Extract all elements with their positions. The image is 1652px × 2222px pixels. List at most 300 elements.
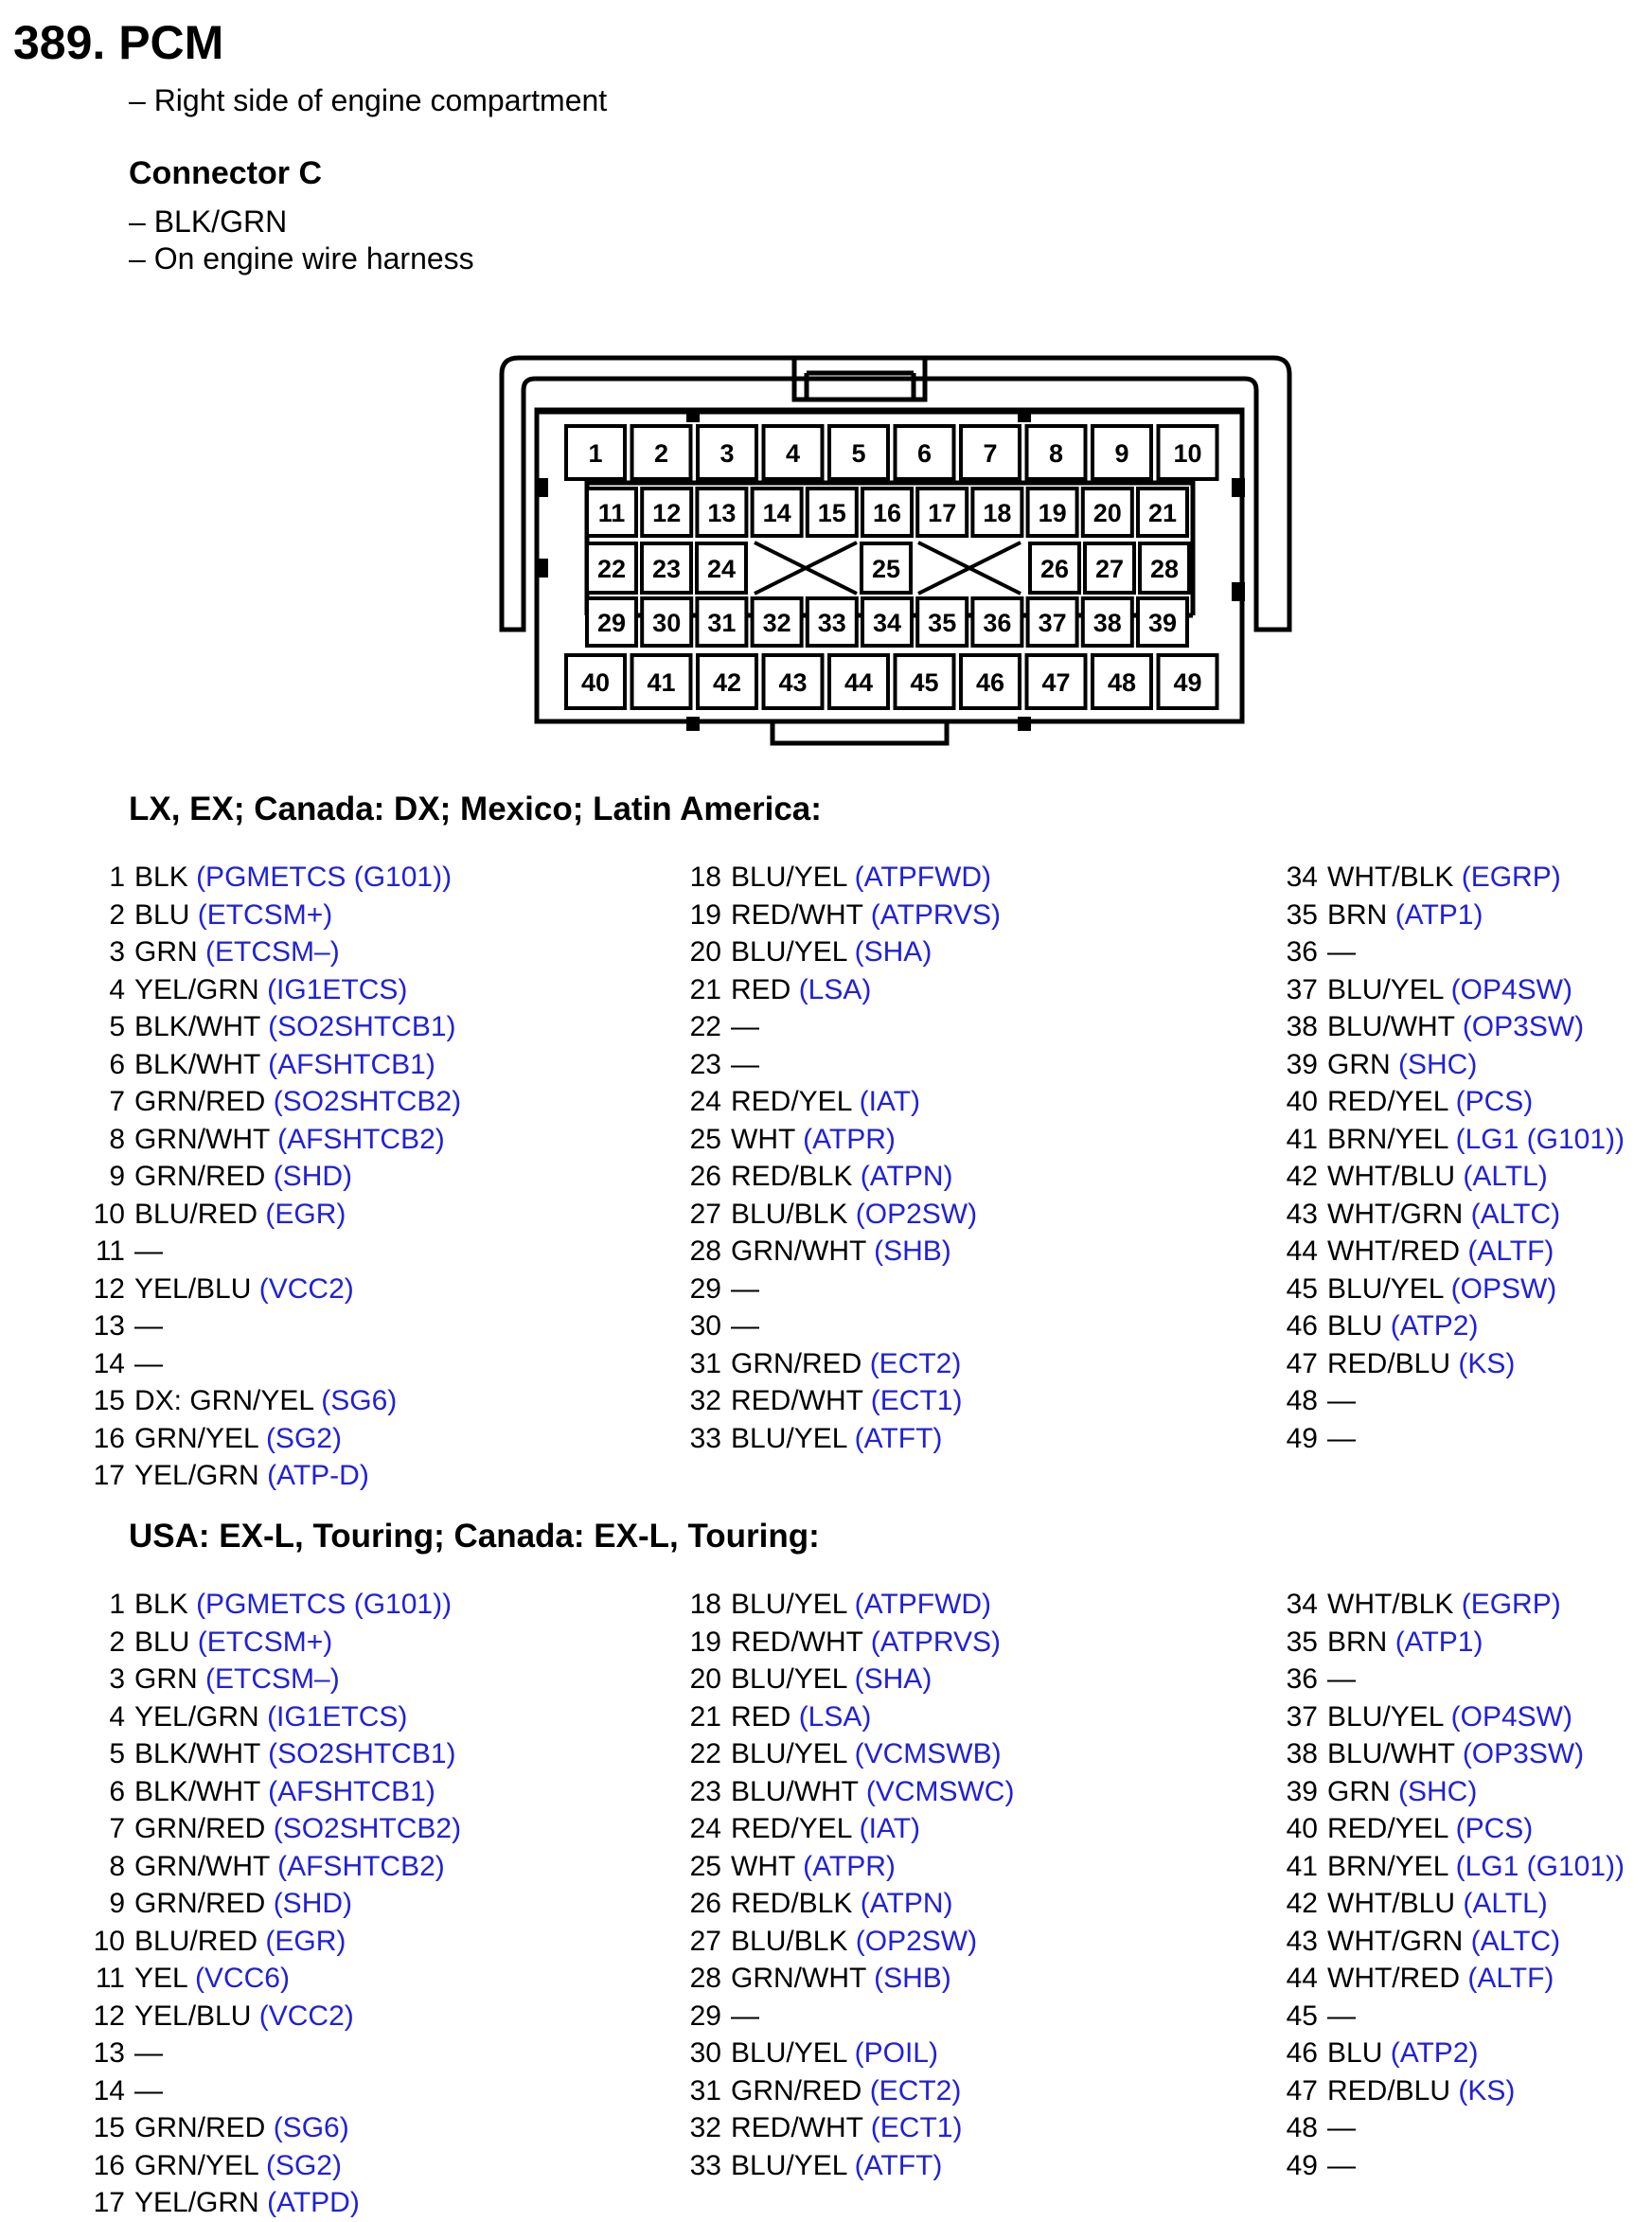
pin-number: 48 (1286, 1385, 1318, 1416)
pin-cavity-label: 32 (762, 609, 791, 637)
wire-color: GRN/RED (731, 1347, 862, 1379)
pin-cavity-label: 4 (785, 439, 801, 468)
wire-color: BLU (134, 898, 190, 931)
pin-number: 29 (689, 1272, 721, 1305)
pin-number: 21 (689, 973, 721, 1005)
pin-row (1269, 1121, 1625, 1159)
wire-color: RED/YEL (1327, 1813, 1448, 1844)
wire-color: RED/YEL (731, 1813, 852, 1844)
pin-cavity-label: 23 (651, 555, 682, 583)
pin-row (76, 1923, 461, 1961)
pin-row (76, 1196, 461, 1234)
pin-row (672, 1382, 1001, 1420)
pin-row (672, 1196, 1001, 1234)
pin-column-2 (672, 859, 1001, 1457)
wire-color: BLK/WHT (134, 1738, 260, 1769)
wire-color: — (134, 1347, 163, 1379)
pin-number: 5 (109, 1738, 125, 1769)
wire-color: BLU (1327, 2037, 1383, 2069)
wire-color: GRN/WHT (731, 1235, 866, 1267)
pin-number: 38 (1286, 1738, 1318, 1769)
pin-number: 19 (689, 1626, 721, 1658)
signal-name: (LSA) (798, 1700, 872, 1733)
pin-number: 12 (93, 1272, 125, 1305)
wire-color: — (134, 2074, 163, 2106)
pin-number: 6 (109, 1775, 125, 1807)
signal-name: (EGR) (265, 1925, 346, 1957)
wire-color: BLU/YEL (731, 1422, 847, 1454)
pin-number: 2 (109, 1626, 125, 1658)
wire-color: BLU (1327, 1310, 1383, 1342)
pin-cavity-label: 42 (712, 668, 742, 697)
pin-row (76, 1158, 461, 1196)
wire-color: RED/BLK (731, 1888, 853, 1919)
signal-name: (ATPN) (860, 1888, 953, 1919)
signal-name: (OP4SW) (1450, 1700, 1572, 1733)
pin-cavity-label: 24 (706, 555, 737, 583)
pin-cavity-label: 40 (580, 668, 611, 697)
pin-row (76, 1121, 461, 1159)
wire-color: YEL/BLU (134, 1272, 252, 1305)
pin-number: 8 (109, 1123, 125, 1155)
pin-number: 37 (1286, 973, 1318, 1005)
pin-row (1269, 2035, 1625, 2072)
pin-row (76, 1773, 461, 1811)
pin-number: 16 (93, 2149, 125, 2181)
pin-row (76, 1698, 461, 1736)
pin-row (1269, 1848, 1625, 1886)
signal-name: (ATPRVS) (870, 1626, 1002, 1658)
wire-color: — (731, 1310, 759, 1342)
connector-title: Connector C (129, 155, 322, 191)
pin-row (76, 1624, 461, 1662)
pin-row (76, 2072, 461, 2110)
signal-name: (ETCSM+) (197, 1626, 333, 1658)
wire-color: — (1327, 1663, 1356, 1695)
signal-name: (KS) (1458, 2074, 1516, 2106)
signal-name: (IG1ETCS) (267, 1700, 408, 1733)
pin-row (672, 1083, 1001, 1121)
wire-color: GRN/RED (731, 2074, 862, 2106)
pin-row (672, 897, 1001, 934)
wire-color: BRN/YEL (1327, 1850, 1448, 1882)
signal-name: (ECT1) (870, 1385, 963, 1416)
signal-name: (ETCSM–) (205, 936, 340, 968)
pin-number: 27 (689, 1925, 721, 1957)
signal-name: (ATFT) (854, 1422, 943, 1454)
pin-row (1269, 1196, 1625, 1234)
pin-number: 31 (689, 2074, 721, 2106)
pin-number: 33 (689, 1422, 721, 1454)
signal-name: (ALTL) (1463, 1888, 1548, 1919)
wire-color: BRN/YEL (1327, 1123, 1448, 1155)
connector-color: – BLK/GRN (129, 204, 288, 239)
wire-color: WHT/BLK (1327, 1589, 1454, 1620)
wire-color: YEL/BLU (134, 2000, 252, 2032)
pin-number: 24 (689, 1086, 721, 1117)
pin-number: 38 (1286, 1011, 1318, 1042)
pin-number: 40 (1286, 1086, 1318, 1117)
pin-row (76, 1998, 461, 2035)
pin-cavity-label: 14 (762, 499, 791, 527)
pin-cavity-label: 9 (1114, 439, 1129, 468)
pin-number: 7 (109, 1813, 125, 1844)
wire-color: BLU/YEL (731, 1738, 847, 1769)
pin-row (672, 1885, 1014, 1923)
wire-color: RED/BLU (1327, 1347, 1451, 1379)
pin-cavity-label: 33 (817, 609, 846, 637)
wire-color: BLK/WHT (134, 1048, 260, 1080)
pin-row (672, 1233, 1001, 1271)
pin-number: 49 (1286, 1422, 1318, 1454)
pin-number: 43 (1286, 1925, 1318, 1957)
pin-row (1269, 1923, 1625, 1961)
signal-name: (ATPR) (803, 1123, 896, 1155)
signal-name: (POIL) (854, 2037, 938, 2069)
pin-row (76, 1083, 461, 1121)
pin-row (1269, 1624, 1625, 1662)
pin-row (1269, 971, 1625, 1009)
signal-name: (IG1ETCS) (267, 973, 408, 1005)
pin-number: 47 (1286, 1347, 1318, 1379)
wire-color: GRN (134, 1663, 198, 1695)
pin-number: 32 (689, 2112, 721, 2143)
wire-color: WHT/BLU (1327, 1888, 1455, 1919)
pin-number: 28 (689, 1963, 721, 1994)
pin-row (1269, 1271, 1625, 1308)
pin-number: 31 (689, 1347, 721, 1379)
wire-color: WHT/BLK (1327, 862, 1454, 893)
pin-cavity-label: 12 (652, 499, 682, 527)
pin-row (672, 1661, 1014, 1698)
pin-row (76, 1382, 461, 1420)
pin-number: 28 (689, 1235, 721, 1267)
pin-cavity-label: 27 (1094, 555, 1125, 583)
pin-number: 18 (689, 1589, 721, 1620)
pin-row (76, 1586, 461, 1624)
wire-color: BLK/WHT (134, 1011, 260, 1042)
wire-color: YEL/GRN (134, 2187, 259, 2218)
pin-cavity-label: 34 (872, 609, 902, 637)
pin-column-2 (672, 1586, 1014, 2184)
pin-row (672, 1586, 1014, 1624)
signal-name: (AFSHTCB2) (277, 1123, 445, 1155)
wire-color: GRN/YEL (134, 1422, 258, 1454)
pin-cavity-label: 25 (871, 555, 901, 583)
signal-name: (AFSHTCB1) (268, 1048, 435, 1080)
pin-number: 4 (109, 973, 125, 1005)
wire-color: RED/BLK (731, 1161, 853, 1192)
pin-cavity-label: 20 (1092, 499, 1122, 527)
wire-color: GRN/RED (134, 1161, 266, 1192)
pin-cavity-label: 46 (975, 668, 1005, 697)
wire-color: GRN/WHT (134, 1850, 270, 1882)
pin-row (672, 1960, 1014, 1998)
wire-color: WHT/GRN (1327, 1198, 1464, 1230)
wire-color: BRN (1327, 1626, 1388, 1658)
pin-cavity-label: 8 (1048, 439, 1064, 468)
pin-row (1269, 1735, 1625, 1773)
section-heading: USA: EX-L, Touring; Canada: EX-L, Touring: (129, 1518, 820, 1555)
wire-color: — (134, 1235, 163, 1267)
pin-row (672, 2035, 1014, 2072)
wire-color: RED/WHT (731, 1385, 863, 1416)
pin-row (1269, 1586, 1625, 1624)
signal-name: (SO2SHTCB1) (268, 1738, 456, 1769)
connector-location: – On engine wire harness (129, 241, 474, 276)
pin-row (1269, 1083, 1625, 1121)
pin-row (76, 1233, 461, 1271)
signal-name: (VCC2) (258, 2000, 354, 2032)
pin-number: 34 (1286, 1589, 1318, 1620)
pin-row (76, 897, 461, 934)
pin-number: 6 (109, 1048, 125, 1080)
pin-cavity-label: 43 (778, 668, 808, 697)
wire-color: RED (731, 973, 791, 1005)
pin-row (672, 1698, 1014, 1736)
pin-cavity-label: 15 (817, 499, 846, 527)
pin-number: 18 (689, 862, 721, 893)
signal-name: (EGR) (265, 1198, 346, 1230)
signal-name: (VCC2) (258, 1272, 354, 1305)
pin-cavity-label: 41 (647, 668, 676, 697)
pin-cavity-label: 37 (1038, 609, 1067, 637)
section-heading: LX, EX; Canada: DX; Mexico; Latin America: (129, 791, 822, 827)
pin-row (672, 1624, 1014, 1662)
pin-row (672, 1998, 1014, 2035)
pin-row (672, 1810, 1014, 1848)
signal-name: (EGRP) (1461, 862, 1561, 893)
pin-number: 22 (689, 1738, 721, 1769)
signal-name: (ALTF) (1467, 1963, 1554, 1994)
pin-number: 7 (109, 1086, 125, 1117)
wire-color: — (1327, 2112, 1356, 2143)
pin-number: 36 (1286, 936, 1318, 968)
signal-name: (ATPD) (267, 2187, 360, 2218)
pin-number: 15 (93, 2112, 125, 2143)
pin-number: 21 (689, 1700, 721, 1733)
wire-color: DX: GRN/YEL (134, 1385, 313, 1416)
pin-number: 33 (689, 2149, 721, 2181)
wire-color: — (134, 2037, 163, 2069)
pin-row (1269, 1661, 1625, 1698)
wire-color: BLU/YEL (1327, 1700, 1444, 1733)
pin-row (1269, 897, 1625, 934)
pin-number: 9 (109, 1888, 125, 1919)
wire-color: RED/WHT (731, 898, 863, 931)
pin-number: 42 (1286, 1161, 1318, 1192)
wire-color: — (1327, 936, 1356, 968)
wire-color: WHT/RED (1327, 1235, 1460, 1267)
signal-name: (SHD) (273, 1888, 353, 1919)
pin-number: 45 (1286, 2000, 1318, 2032)
blocked-cavity-right (918, 542, 1021, 594)
pin-row (672, 2109, 1014, 2147)
pin-row (1269, 1233, 1625, 1271)
wire-color: — (1327, 2149, 1356, 2181)
wire-color: — (1327, 1385, 1356, 1416)
pin-cavity-label: 1 (588, 439, 603, 468)
pin-row (76, 1960, 461, 1998)
pin-row (76, 1810, 461, 1848)
wire-color: WHT (731, 1850, 795, 1882)
pin-number: 48 (1286, 2112, 1318, 2143)
pin-cavity-label: 11 (597, 499, 626, 527)
connector-diagram (483, 346, 1297, 753)
signal-name: (ATP1) (1394, 898, 1483, 931)
pin-cavity-label: 10 (1173, 439, 1202, 468)
signal-name: (ATPN) (860, 1161, 953, 1192)
pin-number: 43 (1286, 1198, 1318, 1230)
pin-row (672, 1158, 1001, 1196)
pin-row (76, 1307, 461, 1345)
wire-color: RED/BLU (1327, 2074, 1451, 2106)
signal-name: (ATPRVS) (870, 898, 1002, 931)
wire-color: BLU/YEL (1327, 973, 1444, 1005)
signal-name: (SHB) (874, 1235, 951, 1267)
pin-number: 10 (93, 1198, 125, 1230)
signal-name: (ATP2) (1390, 2037, 1479, 2069)
pin-row (1269, 1698, 1625, 1736)
wire-color: GRN/WHT (134, 1123, 270, 1155)
pin-number: 30 (689, 1310, 721, 1342)
pin-row (672, 2072, 1014, 2110)
pin-number: 37 (1286, 1700, 1318, 1733)
wire-color: WHT/GRN (1327, 1925, 1464, 1957)
signal-name: (OP3SW) (1462, 1738, 1585, 1769)
signal-name: (PGMETCS (G101)) (196, 862, 453, 893)
pin-row (672, 1773, 1014, 1811)
wire-color: WHT/BLU (1327, 1161, 1455, 1192)
pin-number: 12 (93, 2000, 125, 2032)
wire-color: GRN (1327, 1775, 1391, 1807)
pin-number: 24 (689, 1813, 721, 1844)
signal-name: (ATP-D) (267, 1460, 369, 1491)
signal-name: (ATPFWD) (854, 862, 992, 893)
wire-color: YEL/GRN (134, 973, 259, 1005)
signal-name: (VCMSWB) (854, 1738, 1002, 1769)
pin-number: 22 (689, 1011, 721, 1042)
signal-name: (LSA) (798, 973, 872, 1005)
pin-row (76, 1008, 461, 1046)
signal-name: (SG6) (273, 2112, 349, 2143)
pin-cavity-label: 6 (916, 439, 933, 468)
pin-cavity-label: 39 (1147, 609, 1178, 637)
pin-cavity-label: 16 (872, 499, 902, 527)
wire-color: RED (731, 1700, 791, 1733)
wire-color: RED/WHT (731, 2112, 863, 2143)
blocked-cavity-left (755, 542, 857, 594)
wire-color: — (134, 1310, 163, 1342)
pin-row (1269, 1773, 1625, 1811)
pin-row (672, 1345, 1001, 1383)
pin-row (76, 1345, 461, 1383)
wire-color: YEL/GRN (134, 1460, 259, 1491)
signal-name: (AFSHTCB1) (268, 1775, 435, 1807)
wire-color: BLU/RED (134, 1198, 258, 1230)
wire-color: BLU/YEL (731, 936, 847, 968)
pin-number: 46 (1286, 1310, 1318, 1342)
pin-number: 41 (1286, 1123, 1318, 1155)
pin-cavity-label: 19 (1038, 499, 1067, 527)
pin-number: 4 (109, 1700, 125, 1733)
wire-color: RED/YEL (731, 1086, 852, 1117)
pin-column-1 (76, 859, 461, 1495)
wire-color: — (731, 1048, 759, 1080)
wire-color: GRN (1327, 1048, 1391, 1080)
pin-cavity-label: 3 (719, 439, 735, 468)
signal-name: (IAT) (859, 1813, 921, 1844)
signal-name: (OP3SW) (1462, 1011, 1585, 1042)
wire-color: RED/WHT (731, 1626, 863, 1658)
signal-name: (EGRP) (1461, 1589, 1561, 1620)
pin-number: 32 (689, 1385, 721, 1416)
pin-row (672, 1923, 1014, 1961)
signal-name: (ECT1) (870, 2112, 963, 2143)
pin-cavity-label: 22 (596, 555, 627, 583)
pin-column-1 (76, 1586, 461, 2222)
pin-row (672, 1008, 1001, 1046)
pin-row (76, 1457, 461, 1495)
pin-number: 20 (689, 936, 721, 968)
signal-name: (IAT) (859, 1086, 921, 1117)
wire-color: BLK (134, 862, 188, 893)
pin-row (76, 2035, 461, 2072)
pin-row (1269, 933, 1625, 971)
pin-number: 41 (1286, 1850, 1318, 1882)
pin-row (76, 1420, 461, 1458)
pin-number: 14 (93, 2074, 125, 2106)
signal-name: (OP2SW) (855, 1925, 978, 1957)
wire-color: YEL (134, 1963, 187, 1994)
pin-number: 1 (109, 1589, 125, 1620)
pin-number: 26 (689, 1161, 721, 1192)
pin-row (1269, 1307, 1625, 1345)
wire-color: BLU/RED (134, 1925, 258, 1957)
wire-color: BLU/WHT (731, 1775, 859, 1807)
location-text: – Right side of engine compartment (129, 83, 608, 117)
pin-row (1269, 1008, 1625, 1046)
pin-number: 39 (1286, 1048, 1318, 1080)
wire-color: WHT (731, 1123, 795, 1155)
signal-name: (ATFT) (854, 2149, 943, 2181)
wire-color: BLU/YEL (731, 2037, 847, 2069)
wire-color: BRN (1327, 898, 1388, 931)
pin-row (1269, 1345, 1625, 1383)
signal-name: (SG2) (265, 1422, 342, 1454)
pin-number: 16 (93, 1422, 125, 1454)
signal-name: (VCMSWC) (865, 1775, 1015, 1807)
signal-name: (OP4SW) (1450, 973, 1572, 1005)
pin-row (76, 1735, 461, 1773)
page-title: 389. PCM (13, 16, 224, 69)
wire-color: RED/YEL (1327, 1086, 1448, 1117)
signal-name: (KS) (1458, 1347, 1516, 1379)
pin-cavity-label: 44 (844, 668, 874, 697)
pin-number: 13 (93, 1310, 125, 1342)
pin-number: 34 (1286, 862, 1318, 893)
pin-row (1269, 1382, 1625, 1420)
pin-number: 25 (689, 1123, 721, 1155)
pin-number: 45 (1286, 1272, 1318, 1305)
pin-cavity-label: 21 (1147, 499, 1178, 527)
pin-row (672, 1848, 1014, 1886)
pin-row (1269, 1420, 1625, 1458)
signal-name: (ALTL) (1463, 1161, 1548, 1192)
signal-name: (LG1 (G101)) (1455, 1850, 1625, 1882)
pin-row (76, 1046, 461, 1084)
pin-cavity-label: 5 (851, 439, 866, 468)
